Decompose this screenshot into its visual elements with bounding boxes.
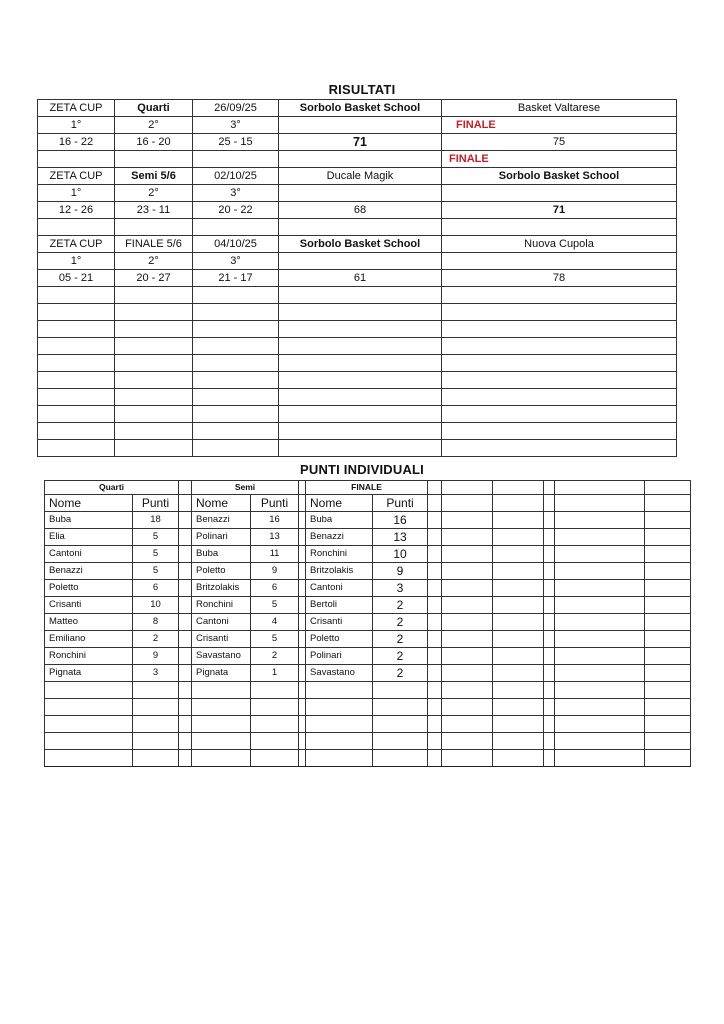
home-team: Sorbolo Basket School (279, 236, 442, 253)
player-row (45, 614, 691, 631)
period-score: 16 - 22 (38, 134, 115, 151)
game-header-row (38, 100, 677, 117)
competition: ZETA CUP (38, 100, 115, 117)
phase: FINALE 5/6 (115, 236, 193, 253)
home-team: Ducale Magik (279, 168, 442, 185)
quarti-player-name: Emiliano (45, 631, 133, 648)
semi-player-name: Poletto (192, 563, 251, 580)
finale-player-points: 9 (373, 563, 428, 580)
period-label-row (38, 253, 677, 270)
finale-player-points: 16 (373, 512, 428, 529)
player-row (45, 563, 691, 580)
date: 04/10/25 (193, 236, 279, 253)
period-label: 1° (38, 117, 115, 134)
period-score: 16 - 20 (115, 134, 193, 151)
quarti-player-points: 2 (133, 631, 179, 648)
score-row (38, 202, 677, 219)
away-team: Sorbolo Basket School (442, 168, 677, 185)
quarti-player-points: 10 (133, 597, 179, 614)
empty-row (45, 750, 691, 767)
quarti-player-points: 5 (133, 529, 179, 546)
period-score: 25 - 15 (193, 134, 279, 151)
quarti-player-name: Pignata (45, 665, 133, 682)
finale-player-name: Britzolakis (306, 563, 373, 580)
finale-player-name: Savastano (306, 665, 373, 682)
period-label-row (38, 185, 677, 202)
period-label: 2° (115, 117, 193, 134)
finale-player-points: 2 (373, 597, 428, 614)
points-table (44, 480, 691, 767)
semi-player-name: Crisanti (192, 631, 251, 648)
quarti-player-name: Matteo (45, 614, 133, 631)
empty-row (38, 304, 677, 321)
away-team: Basket Valtarese (442, 100, 677, 117)
game-header-row (38, 236, 677, 253)
finale-player-points: 2 (373, 631, 428, 648)
semi-player-points: 6 (251, 580, 299, 597)
period-score: 05 - 21 (38, 270, 115, 287)
quarti-player-points: 9 (133, 648, 179, 665)
away-final-score: 71 (442, 202, 677, 219)
quarti-player-points: 5 (133, 563, 179, 580)
player-row (45, 665, 691, 682)
home-final-score: 61 (279, 270, 442, 287)
spacer-row (38, 219, 677, 236)
finale-player-name: Cantoni (306, 580, 373, 597)
player-row (45, 597, 691, 614)
semi-player-name: Ronchini (192, 597, 251, 614)
semi-player-name: Savastano (192, 648, 251, 665)
semi-player-name: Britzolakis (192, 580, 251, 597)
semi-player-points: 11 (251, 546, 299, 563)
risultati-title: RISULTATI (328, 82, 396, 97)
phase: Quarti (115, 100, 193, 117)
home-team: Sorbolo Basket School (279, 100, 442, 117)
group-header-row (45, 481, 691, 495)
empty-row (38, 389, 677, 406)
period-score: 23 - 11 (115, 202, 193, 219)
col-punti: Punti (373, 495, 428, 512)
semi-player-points: 13 (251, 529, 299, 546)
semi-player-name: Pignata (192, 665, 251, 682)
group-quarti: Quarti (45, 481, 179, 495)
group-semi: Semi (192, 481, 299, 495)
empty-row (38, 406, 677, 423)
col-punti: Punti (251, 495, 299, 512)
finale-player-name: Benazzi (306, 529, 373, 546)
quarti-player-name: Ronchini (45, 648, 133, 665)
semi-player-points: 5 (251, 597, 299, 614)
quarti-player-name: Buba (45, 512, 133, 529)
finale-label: FINALE (442, 117, 677, 134)
period-label: 2° (115, 185, 193, 202)
finale-player-points: 2 (373, 614, 428, 631)
empty-row (38, 321, 677, 338)
finale-player-points: 2 (373, 648, 428, 665)
quarti-player-name: Benazzi (45, 563, 133, 580)
results-table (37, 99, 677, 457)
column-header-row (45, 495, 691, 512)
finale-player-name: Buba (306, 512, 373, 529)
player-row (45, 631, 691, 648)
finale-player-points: 13 (373, 529, 428, 546)
score-row (38, 134, 677, 151)
empty-row (38, 423, 677, 440)
competition: ZETA CUP (38, 168, 115, 185)
quarti-player-points: 3 (133, 665, 179, 682)
empty-row (38, 440, 677, 457)
quarti-player-name: Elia (45, 529, 133, 546)
col-nome: Nome (45, 495, 133, 512)
quarti-player-name: Poletto (45, 580, 133, 597)
semi-player-name: Benazzi (192, 512, 251, 529)
period-label: 1° (38, 253, 115, 270)
finale-player-points: 2 (373, 665, 428, 682)
finale-player-name: Crisanti (306, 614, 373, 631)
spacer-row (38, 151, 677, 168)
finale-label: FINALE (442, 151, 677, 168)
finale-player-name: Polinari (306, 648, 373, 665)
empty-row (45, 699, 691, 716)
period-score: 20 - 22 (193, 202, 279, 219)
player-row (45, 512, 691, 529)
finale-player-points: 3 (373, 580, 428, 597)
semi-player-points: 5 (251, 631, 299, 648)
semi-player-name: Cantoni (192, 614, 251, 631)
date: 02/10/25 (193, 168, 279, 185)
period-label: 3° (193, 253, 279, 270)
col-nome: Nome (306, 495, 373, 512)
quarti-player-name: Crisanti (45, 597, 133, 614)
away-final-score: 75 (442, 134, 677, 151)
col-punti: Punti (133, 495, 179, 512)
quarti-player-points: 8 (133, 614, 179, 631)
away-team: Nuova Cupola (442, 236, 677, 253)
empty-row (38, 355, 677, 372)
period-label: 1° (38, 185, 115, 202)
player-row (45, 580, 691, 597)
date: 26/09/25 (193, 100, 279, 117)
empty-row (38, 287, 677, 304)
period-label: 2° (115, 253, 193, 270)
phase: Semi 5/6 (115, 168, 193, 185)
semi-player-points: 16 (251, 512, 299, 529)
period-label: 3° (193, 117, 279, 134)
period-score: 20 - 27 (115, 270, 193, 287)
empty-row (38, 372, 677, 389)
semi-player-points: 9 (251, 563, 299, 580)
finale-player-name: Bertoli (306, 597, 373, 614)
home-final-score: 71 (279, 134, 442, 151)
quarti-player-points: 6 (133, 580, 179, 597)
finale-player-name: Ronchini (306, 546, 373, 563)
quarti-player-name: Cantoni (45, 546, 133, 563)
empty-row (45, 682, 691, 699)
player-row (45, 546, 691, 563)
period-label: 3° (193, 185, 279, 202)
period-label-row (38, 117, 677, 134)
home-final-score: 68 (279, 202, 442, 219)
period-score: 21 - 17 (193, 270, 279, 287)
semi-player-points: 4 (251, 614, 299, 631)
group-finale: FINALE (306, 481, 428, 495)
col-nome: Nome (192, 495, 251, 512)
punti-title: PUNTI INDIVIDUALI (299, 462, 424, 477)
game-header-row (38, 168, 677, 185)
quarti-player-points: 18 (133, 512, 179, 529)
player-row (45, 648, 691, 665)
quarti-player-points: 5 (133, 546, 179, 563)
semi-player-name: Buba (192, 546, 251, 563)
semi-player-points: 2 (251, 648, 299, 665)
finale-player-points: 10 (373, 546, 428, 563)
empty-row (45, 716, 691, 733)
semi-player-name: Polinari (192, 529, 251, 546)
finale-player-name: Poletto (306, 631, 373, 648)
away-final-score: 78 (442, 270, 677, 287)
competition: ZETA CUP (38, 236, 115, 253)
semi-player-points: 1 (251, 665, 299, 682)
player-row (45, 529, 691, 546)
empty-row (38, 338, 677, 355)
period-score: 12 - 26 (38, 202, 115, 219)
score-row (38, 270, 677, 287)
empty-row (45, 733, 691, 750)
